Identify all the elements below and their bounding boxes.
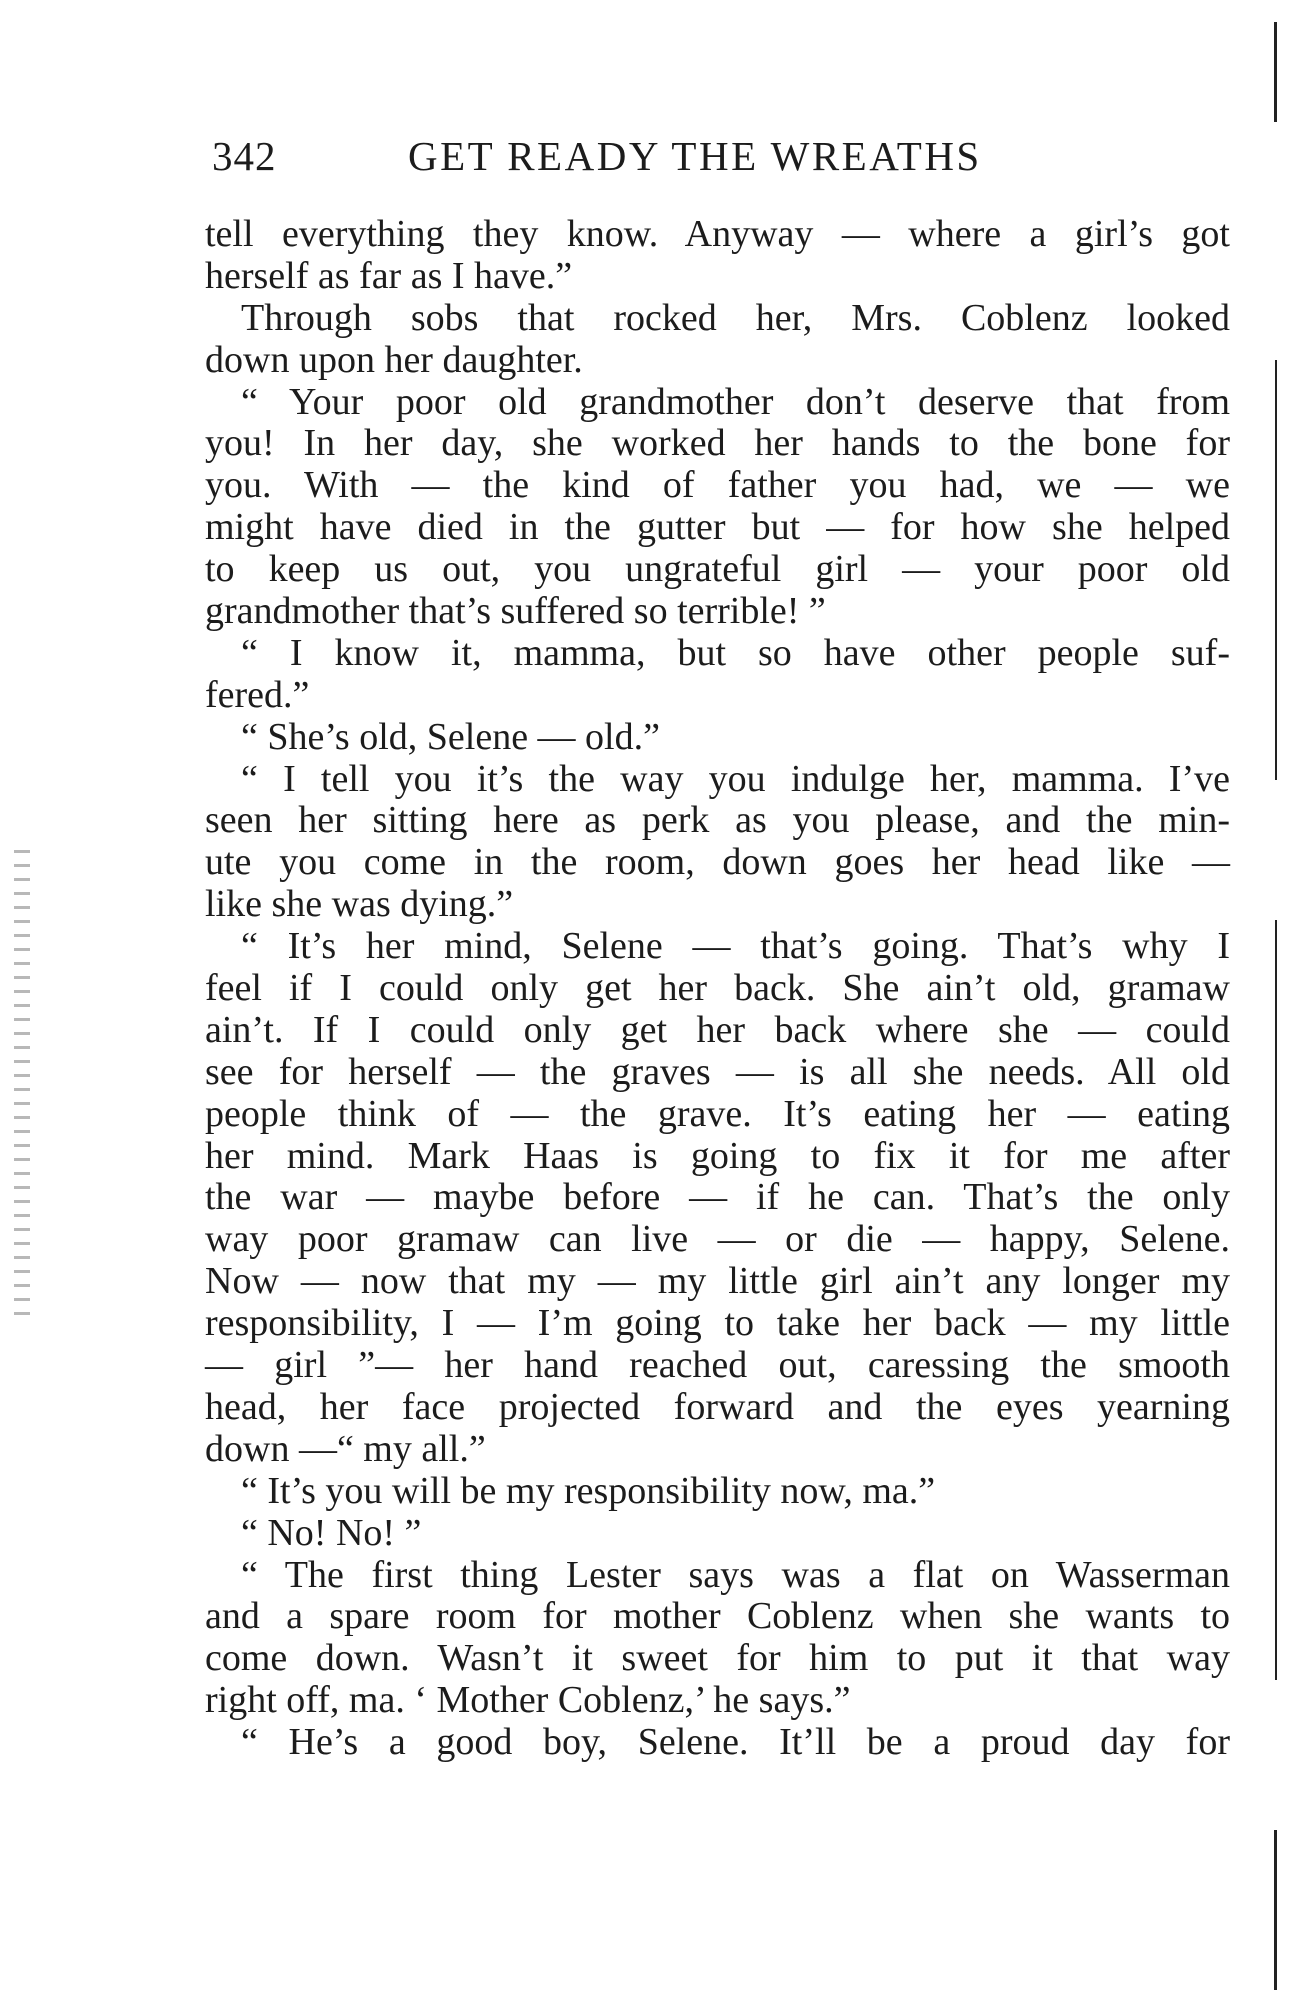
text-line: “ It’s her mind, Selene — that’s going. That’s why I (241, 925, 1230, 968)
text-line: come down. Wasn’t it sweet for him to put it that way (205, 1637, 1230, 1680)
text-line: you. With — the kind of father you had, we — we (205, 464, 1230, 507)
text-line: grandmother that’s suffered so terrible! ” (205, 590, 826, 633)
text-line: responsibility, I — I’m going to take her back — my little (205, 1302, 1230, 1345)
text-line: her mind. Mark Haas is going to fix it for me after (205, 1134, 1230, 1177)
running-head: GET READY THE WREATHS (408, 133, 982, 179)
text-line: you! In her day, she worked her hands to the bone for (205, 422, 1230, 465)
text-line: to keep us out, you ungrateful girl — your poor old (205, 548, 1230, 591)
text-line: see for herself — the graves — is all she needs. All old (205, 1050, 1230, 1093)
text-line: and a spare room for mother Coblenz when she wants to (205, 1595, 1230, 1638)
text-line: feel if I could only get her back. She ain’t old, gramaw (205, 967, 1230, 1010)
text-line: “ She’s old, Selene — old.” (241, 715, 660, 758)
text-line: “ I tell you it’s the way you indulge her, mamma. I’ve (241, 757, 1230, 800)
text-line: Through sobs that rocked her, Mrs. Coblenz looked (241, 296, 1230, 339)
text-line: “ No! No! ” (241, 1511, 422, 1554)
text-line: right off, ma. ‘ Mother Coblenz,’ he says.” (205, 1679, 851, 1722)
text-line: down upon her daughter. (205, 338, 583, 381)
text-line: “ I know it, mamma, but so have other people suf- (241, 631, 1230, 674)
scan-edge-mark (1275, 920, 1277, 1680)
scan-noise (14, 850, 30, 1320)
text-line: like she was dying.” (205, 883, 514, 926)
text-line: might have died in the gutter but — for how she helped (205, 506, 1230, 549)
text-line: way poor gramaw can live — or die — happy, Selene. (205, 1218, 1230, 1261)
text-line: “ It’s you will be my responsibility now, ma.” (241, 1469, 936, 1512)
text-line: “ Your poor old grandmother don’t deserve that from (241, 380, 1230, 423)
page-number: 342 (212, 133, 277, 179)
scan-edge-mark (1274, 22, 1277, 122)
text-line: ute you come in the room, down goes her head like — (205, 841, 1230, 884)
text-line: down —“ my all.” (205, 1427, 486, 1470)
text-line: ain’t. If I could only get her back where she — could (205, 1008, 1230, 1051)
text-line: tell everything they know. Anyway — where a girl’s got (205, 213, 1230, 255)
text-line: head, her face projected forward and the eyes yearning (205, 1385, 1230, 1428)
text-line: seen her sitting here as perk as you please, and the min- (205, 799, 1230, 842)
text-line: Now — now that my — my little girl ain’t any longer my (205, 1260, 1230, 1303)
text-line: fered.” (205, 673, 310, 716)
page-header (212, 132, 1072, 182)
text-line: herself as far as I have.” (205, 254, 573, 297)
text-line: “ The first thing Lester says was a flat on Wasserman (241, 1553, 1230, 1596)
body-text (205, 213, 1230, 1763)
scan-edge-mark (1274, 1830, 1277, 1990)
text-line: — girl ”— her hand reached out, caressing the smooth (205, 1344, 1230, 1387)
scan-edge-mark (1275, 360, 1277, 780)
text-line: people think of — the grave. It’s eating her — eating (205, 1092, 1230, 1135)
text-line: “ He’s a good boy, Selene. It’ll be a proud day for (241, 1721, 1230, 1764)
text-line: the war — maybe before — if he can. That’s the only (205, 1176, 1230, 1219)
